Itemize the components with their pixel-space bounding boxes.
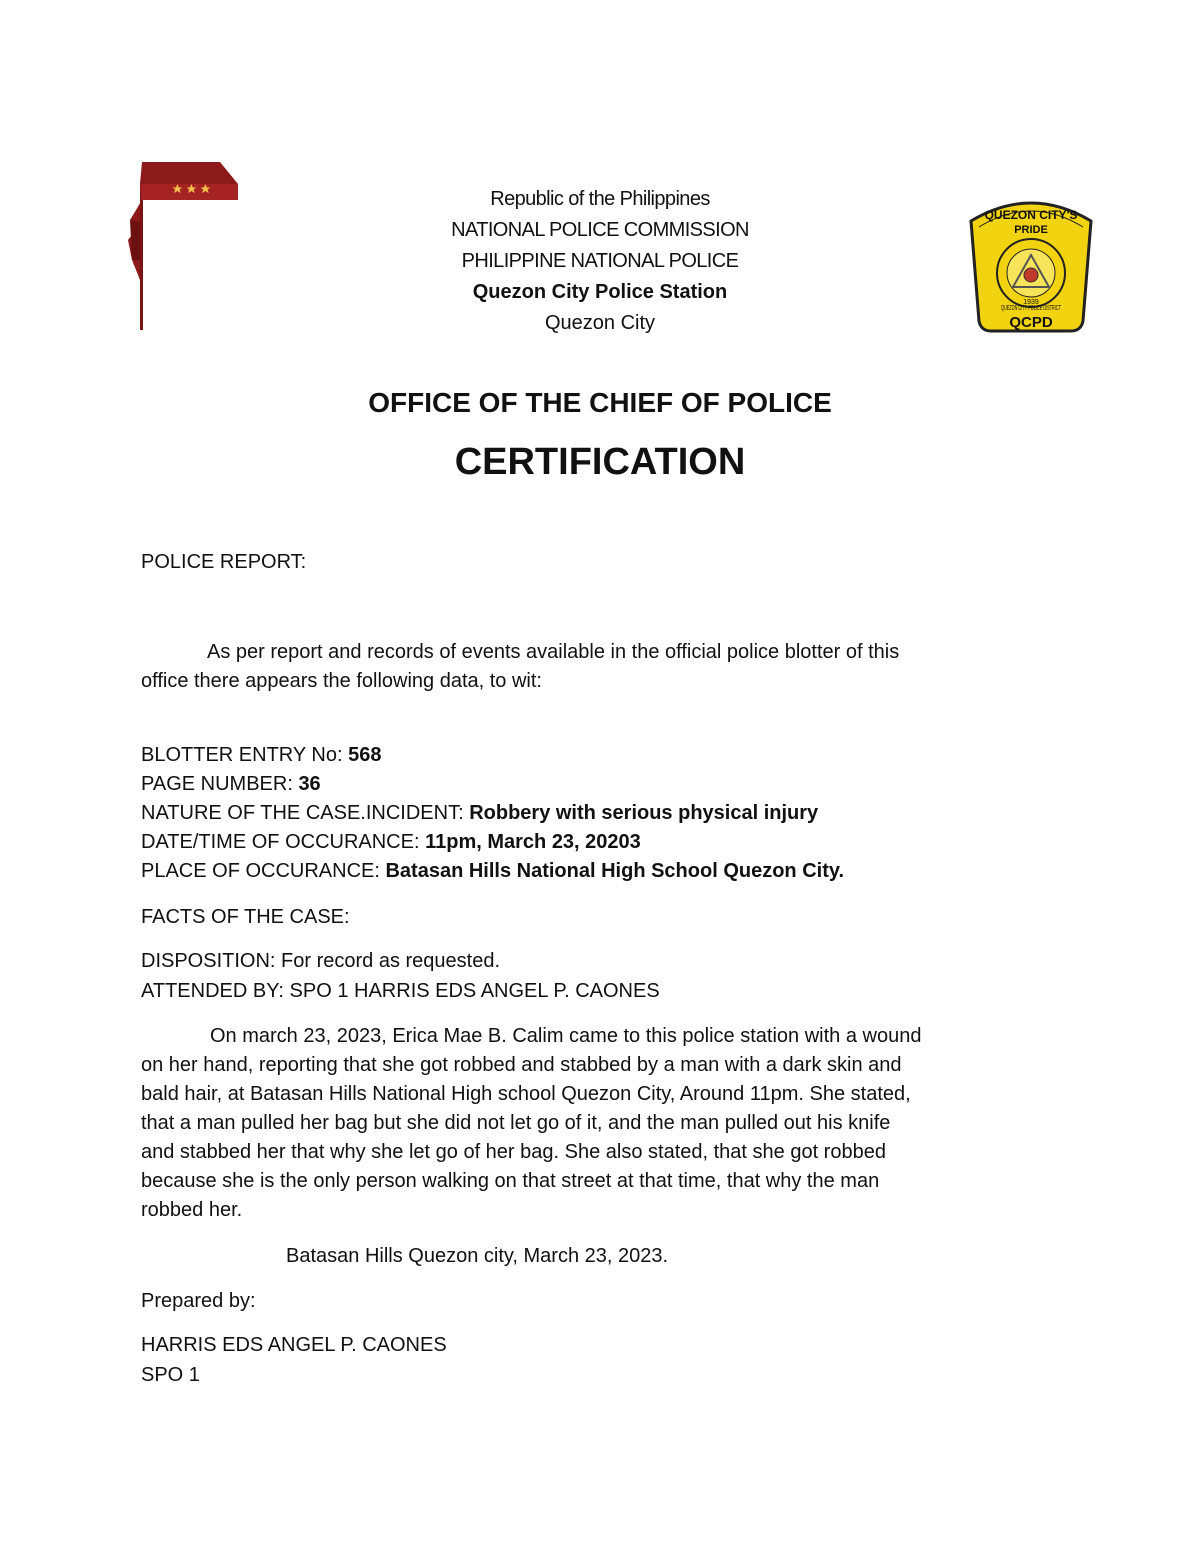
narrative-line-6: because she is the only person walking on that street at that time, that why the man: [141, 1170, 880, 1192]
prepared-by-label: Prepared by:: [141, 1290, 256, 1312]
nature-value: Robbery with serious physical injury: [469, 802, 819, 824]
datetime-value: 11pm, March 23, 20203: [425, 831, 641, 853]
intro-line-1: As per report and records of events available in the official police blotter of this: [207, 641, 900, 663]
blotter-label: BLOTTER ENTRY No:: [141, 744, 349, 766]
page-label: PAGE NUMBER:: [141, 773, 299, 795]
qcpd-badge-icon: [965, 193, 1097, 335]
header-city: Quezon City: [544, 312, 656, 334]
place-value: Batasan Hills National High School Quezon City.: [385, 860, 845, 882]
place-of-occurance: [141, 860, 844, 883]
narrative-line-3: bald hair, at Batasan Hills National High school Quezon City, Around 11pm. She stated,: [141, 1083, 911, 1105]
header-pnp: PHILIPPINE NATIONAL POLICE: [461, 250, 739, 272]
attended-by: ATTENDED BY: SPO 1 HARRIS EDS ANGEL P. CAONES: [141, 980, 660, 1002]
narrative-line-5: and stabbed her that why she let go of her bag. She also stated, that she got robbed: [141, 1141, 886, 1163]
badge-year: 1939: [1023, 299, 1039, 306]
narrative-line-1: On march 23, 2023, Erica Mae B. Calim came to this police station with a wound: [210, 1025, 922, 1047]
police-report-label: POLICE REPORT:: [141, 551, 307, 573]
nature-label: NATURE OF THE CASE.INCIDENT:: [141, 802, 470, 824]
disposition: DISPOSITION: For record as requested.: [141, 950, 501, 972]
doc-title: CERTIFICATION: [454, 441, 746, 483]
page-number: [141, 773, 321, 796]
blotter-entry: [141, 744, 381, 767]
page-value: 36: [298, 773, 321, 795]
signatory-rank: SPO 1: [141, 1364, 200, 1386]
place-date: Batasan Hills Quezon city, March 23, 2023.: [286, 1245, 669, 1267]
date-time: [141, 831, 641, 854]
badge-ring-text: QUEZON CITY POLICE DISTRICT: [1001, 305, 1062, 312]
narrative-line-4: that a man pulled her bag but she did not let go of it, and the man pulled out his knife: [141, 1112, 891, 1134]
narrative-line-2: on her hand, reporting that she got robbed and stabbed by a man with a dark skin and: [141, 1054, 902, 1076]
facts-label: FACTS OF THE CASE:: [141, 906, 350, 928]
badge-top-text: QUEZON CITY'S: [984, 208, 1078, 222]
place-label: PLACE OF OCCURANCE:: [141, 860, 386, 882]
narrative-line-7: robbed her.: [141, 1199, 243, 1221]
datetime-label: DATE/TIME OF OCCURANCE:: [141, 831, 426, 853]
header-republic: Republic of the Philippines: [490, 188, 710, 210]
header-commission: NATIONAL POLICE COMMISSION: [451, 219, 749, 241]
blotter-value: 568: [348, 744, 382, 766]
intro-line-2: office there appears the following data, to wit:: [141, 670, 542, 692]
badge-bottom: QCPD: [1009, 314, 1053, 331]
office-title: OFFICE OF THE CHIEF OF POLICE: [368, 387, 832, 418]
pnp-logo-icon: [120, 160, 245, 330]
signatory-name: HARRIS EDS ANGEL P. CAONES: [141, 1334, 447, 1356]
nature-of-case: [141, 802, 818, 825]
header-station: Quezon City Police Station: [472, 281, 728, 303]
badge-pride: PRIDE: [1014, 224, 1048, 236]
